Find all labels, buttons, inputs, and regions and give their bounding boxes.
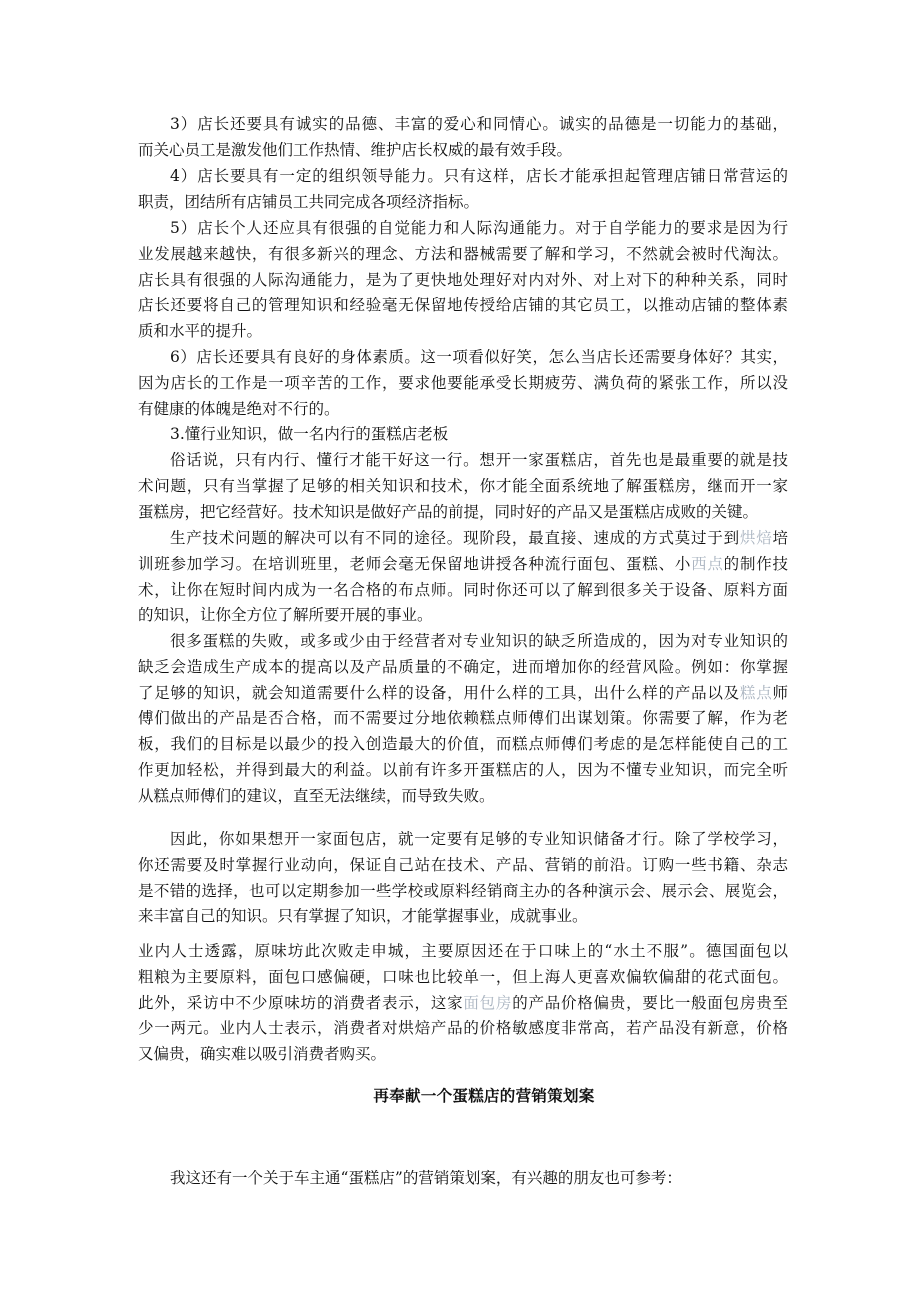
text-line: 是不错的选择，也可以定期参加一些学校或原料经销商主办的各种演示会、展示会、展览会， <box>138 881 788 900</box>
text-line: 5）店长个人还应具有很强的自觉能力和人际沟通能力。对于自学能力的要求是因为行 <box>170 219 788 237</box>
text-line: 因为店长的工作是一项辛苦的工作，要求他要能承受长期疲劳、满负荷的紧张工作，所以没 <box>138 373 788 392</box>
text-line: 训班参加学习。在培训班里，老师会毫无保留地讲授各种流行面包、蛋糕、小西点的制作技 <box>138 554 788 573</box>
text-line: 生产技术问题的解决可以有不同的途径。现阶段，最直接、速成的方式莫过于到烘焙培 <box>170 529 788 547</box>
text-line: 此外，采访中不少原味坊的消费者表示，这家面包房的产品价格偏贵，要比一般面包房贵至 <box>138 993 788 1012</box>
text-line: 又偏贵，确实难以吸引消费者购买。 <box>138 1045 387 1064</box>
text-line: 因此，你如果想开一家面包店，就一定要有足够的专业知识储备才行。除了学校学习， <box>170 830 788 848</box>
text-line: 术问题，只有当掌握了足够的相关知识和技术，你才能全面系统地了解蛋糕房，继而开一家 <box>138 476 788 495</box>
paragraph-conclusion <box>138 827 788 930</box>
text-line: 缺乏会造成生产成本的提高以及产品质量的不确定，进而增加你的经营风险。例如：你掌握 <box>138 657 788 676</box>
text-line: 店长还要将自己的管理知识和经验毫无保留地传授给店铺的其它员工，以推动店铺的整体素 <box>138 296 788 315</box>
paragraph-failure-reasons <box>138 629 788 810</box>
paragraph-industry-insider <box>138 939 788 1068</box>
text-line: 3）店长还要具有诚实的品德、丰富的爱心和同情心。诚实的品德是一切能力的基础， <box>170 115 788 133</box>
paragraph-point-6 <box>138 345 788 422</box>
text-line: 傅们做出的产品是否合格，而不需要过分地依赖糕点师傅们出谋划策。你需要了解，作为老 <box>138 709 788 728</box>
text-line: 了足够的知识，就会知道需要什么样的设备，用什么样的工具，出什么样的产品以及糕点师 <box>138 683 788 702</box>
highlighted-term: 西点 <box>691 554 724 573</box>
text-line: 作更加轻松，并得到最大的利益。以前有许多开蛋糕店的人，因为不懂专业知识，而完全听 <box>138 760 788 779</box>
text-line: 质和水平的提升。 <box>138 322 263 341</box>
paragraph-point-3 <box>138 112 788 164</box>
text-line: 蛋糕房，把它经营好。技术知识是做好产品的前提，同时好的产品又是蛋糕店成败的关键。 <box>138 502 759 521</box>
text-line: 来丰富自己的知识。只有掌握了知识，才能掌握事业，成就事业。 <box>138 907 588 926</box>
text-line: 少一两元。业内人士表示，消费者对烘焙产品的价格敏感度非常高，若产品没有新意，价格 <box>138 1019 788 1038</box>
text-line: 从糕点师傅们的建议，直至无法继续，而导致失败。 <box>138 786 495 805</box>
text-line: 职责，团结所有店铺员工共同完成各项经济指标。 <box>138 192 480 211</box>
text-line: 业发展越来越快，有很多新兴的理念、方法和器械需要了解和学习，不然就会被时代淘汰。 <box>138 244 788 263</box>
text-line: 有健康的体魄是绝对不行的。 <box>138 399 340 418</box>
paragraph-training <box>138 526 788 629</box>
text-line: 术，让你在短时间内成为一名合格的布点师。同时你还可以了解到很多关于设备、原料方面 <box>138 580 788 599</box>
paragraph-point-4 <box>138 164 788 216</box>
text-line: 而关心员工是激发他们工作热情、维护店长权威的最有效手段。 <box>138 140 573 159</box>
text-line: 业内人士透露，原味坊此次败走申城，主要原因还在于口味上的“水土不服”。德国面包以 <box>138 942 788 960</box>
text-line: 粗粮为主要原料，面包口感偏硬，口味也比较单一，但上海人更喜欢偏软偏甜的花式面包。 <box>138 967 788 986</box>
section-heading <box>138 422 788 448</box>
text-line: 俗话说，只有内行、懂行才能干好这一行。想开一家蛋糕店，首先也是最重要的就是技 <box>170 451 788 469</box>
text-line: 6）店长还要具有良好的身体素质。这一项看似好笑，怎么当店长还需要身体好？其实， <box>170 348 788 366</box>
section-title: 再奉献一个蛋糕店的营销策划案 <box>373 1086 595 1105</box>
highlighted-term: 糕点 <box>739 683 773 702</box>
text-line: 店长具有很强的人际沟通能力，是为了更快地处理好对内对外、对上对下的种种关系，同时 <box>138 270 788 289</box>
text-line: 4）店长要具有一定的组织领导能力。只有这样，店长才能承担起管理店铺日常营运的 <box>170 167 788 185</box>
paragraph-industry-knowledge <box>138 448 788 525</box>
text-line: 3.懂行业知识，做一名内行的蛋糕店老板 <box>170 425 449 443</box>
paragraph-point-5 <box>138 216 788 345</box>
text-line: 的知识，让你全方位了解所要开展的事业。 <box>138 606 433 625</box>
text-line: 很多蛋糕的失败，或多或少由于经营者对专业知识的缺乏所造成的，因为对专业知识的 <box>170 632 788 650</box>
highlighted-term: 烘焙 <box>739 529 773 547</box>
highlighted-term: 面包房 <box>463 993 513 1012</box>
text-line: 板，我们的目标是以最少的投入创造最大的价值，而糕点师傅们考虑的是怎样能使自己的工 <box>138 735 788 754</box>
text-line: 你还需要及时掌握行业动向，保证自己站在技术、产品、营销的前沿。订购一些书籍、杂志 <box>138 855 788 874</box>
intro-text: 我这还有一个关于车主通“蛋糕店”的营销策划案，有兴趣的朋友也可参考： <box>170 1169 682 1187</box>
